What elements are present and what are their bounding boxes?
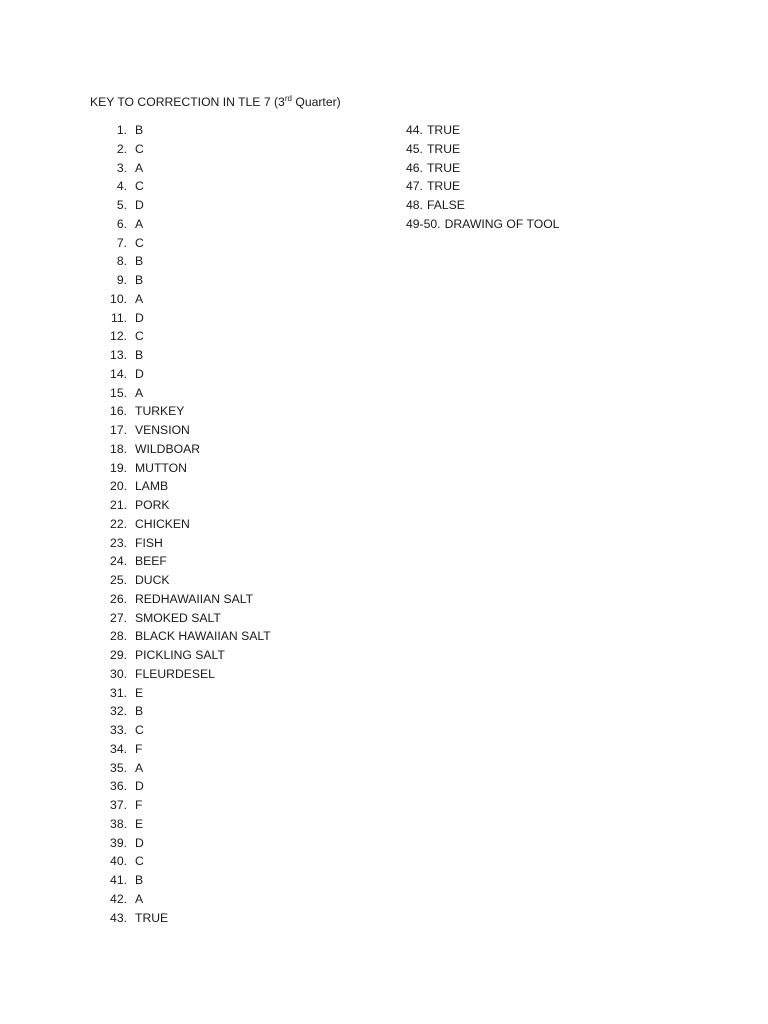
answer-text: D: [135, 779, 144, 794]
answer-number: 29.: [110, 648, 127, 662]
answer-item: [104, 740, 271, 759]
answer-item: [104, 777, 271, 796]
answer-text: A: [135, 891, 144, 906]
answer-item: [104, 721, 271, 740]
answer-item: [104, 159, 271, 178]
answer-number: 35.: [110, 760, 127, 775]
answer-item: [104, 909, 271, 928]
answer-text: C: [135, 235, 144, 250]
answer-item: [104, 665, 271, 684]
answer-item: [104, 759, 271, 778]
answer-text: F: [135, 798, 143, 812]
answer-text: B: [135, 273, 144, 287]
answer-item: [104, 684, 271, 703]
answer-text: TRUE: [135, 910, 169, 925]
answer-text: SMOKED SALT: [135, 610, 221, 625]
answer-number: 1.: [116, 123, 127, 137]
answer-item: [104, 140, 271, 159]
answer-number: 20.: [110, 479, 127, 494]
answer-text: VENSION: [135, 423, 190, 437]
answer-text: DRAWING OF TOOL: [444, 216, 560, 231]
answer-item: [104, 515, 271, 534]
answer-item: [406, 159, 559, 178]
answer-number: 22.: [110, 516, 127, 531]
answer-text: F: [135, 741, 143, 756]
answer-text: E: [135, 685, 144, 700]
answer-text: C: [135, 141, 144, 156]
answer-item: [104, 177, 271, 196]
answer-item: [104, 196, 271, 215]
answer-number: 43.: [110, 910, 127, 925]
answer-number: 4.: [116, 179, 127, 194]
answer-item: [104, 796, 271, 815]
answer-item: [104, 121, 271, 140]
answer-number: 7.: [116, 235, 127, 250]
answer-text: BEEF: [135, 554, 167, 569]
answer-item: [104, 646, 271, 665]
answer-text: FLEURDESEL: [135, 666, 215, 681]
answer-number: 39.: [110, 835, 127, 850]
answer-number: 49-50.: [406, 216, 441, 231]
answer-number: 38.: [110, 816, 127, 831]
answer-text: FALSE: [426, 198, 465, 212]
answer-number: 44.: [406, 123, 423, 137]
answer-text: BLACK HAWAIIAN SALT: [135, 629, 271, 644]
answer-text: MUTTON: [135, 460, 187, 475]
answer-text: FISH: [135, 535, 163, 550]
answer-item: [104, 459, 271, 478]
answer-number: 32.: [110, 704, 127, 719]
page-title: [90, 94, 341, 110]
answer-item: [104, 890, 271, 909]
answer-item: [104, 365, 271, 384]
answer-item: [104, 552, 271, 571]
answer-number: 46.: [406, 160, 423, 175]
answer-number: 10.: [110, 291, 127, 306]
answer-number: 40.: [110, 854, 127, 869]
answer-item: [104, 496, 271, 515]
answer-text: A: [135, 760, 144, 775]
answer-number: 26.: [110, 591, 127, 606]
answer-number: 33.: [110, 723, 127, 737]
answer-number: 45.: [406, 141, 423, 156]
answer-number: 8.: [116, 254, 127, 269]
title-prefix: KEY TO CORRECTION IN TLE 7 (3: [90, 95, 285, 109]
answer-text: PICKLING SALT: [135, 648, 225, 662]
answer-number: 24.: [110, 554, 127, 569]
answer-item: [104, 477, 271, 496]
answer-number: 25.: [110, 573, 127, 587]
answer-item: [406, 196, 559, 215]
answer-item: [104, 384, 271, 403]
answer-text: D: [135, 198, 144, 212]
answer-item: [104, 271, 271, 290]
title-superscript: rd: [284, 94, 292, 103]
answer-number: 3.: [116, 160, 127, 175]
answer-item: [104, 234, 271, 253]
answer-text: TRUE: [426, 160, 461, 175]
answer-text: PORK: [135, 498, 170, 512]
answer-item: [104, 252, 271, 271]
answer-item: [104, 440, 271, 459]
answer-text: WILDBOAR: [135, 441, 201, 456]
answer-number: 18.: [110, 441, 127, 456]
answer-text: C: [135, 723, 144, 737]
answer-number: 21.: [110, 498, 127, 512]
answer-number: 42.: [110, 891, 127, 906]
answer-text: DUCK: [135, 573, 170, 587]
answer-item: [104, 815, 271, 834]
answer-item: [104, 871, 271, 890]
answer-text: B: [135, 348, 144, 362]
answer-text: D: [135, 310, 144, 325]
title-suffix: Quarter): [291, 95, 341, 109]
answer-text: E: [135, 816, 144, 831]
answer-number: 36.: [110, 779, 127, 794]
answer-number: 28.: [110, 629, 127, 644]
answer-number: 6.: [116, 216, 127, 231]
answer-number: 5.: [116, 198, 127, 212]
answer-number: 2.: [116, 141, 127, 156]
answer-item: [104, 627, 271, 646]
answer-text: TRUE: [426, 141, 461, 156]
answer-list-right: [406, 121, 559, 234]
answer-number: 27.: [110, 610, 127, 625]
answer-number: 13.: [110, 348, 127, 362]
answer-item: [104, 571, 271, 590]
answer-item: [104, 346, 271, 365]
answer-text: C: [135, 329, 144, 344]
answer-list-left: [104, 121, 271, 927]
answer-item: [406, 215, 559, 234]
answer-text: B: [135, 254, 144, 269]
answer-number: 16.: [110, 404, 127, 419]
answer-item: [104, 609, 271, 628]
answer-text: A: [135, 216, 144, 231]
answer-text: B: [135, 704, 144, 719]
answer-text: CHICKEN: [135, 516, 190, 531]
answer-number: 19.: [110, 460, 127, 475]
answer-item: [104, 834, 271, 853]
answer-text: TRUE: [426, 179, 461, 194]
answer-text: C: [135, 854, 144, 869]
answer-text: C: [135, 179, 144, 194]
answer-number: 12.: [110, 329, 127, 344]
answer-item: [104, 327, 271, 346]
answer-text: TRUE: [426, 123, 461, 137]
answer-item: [104, 290, 271, 309]
answer-text: A: [135, 160, 144, 175]
answer-number: 15.: [110, 385, 127, 400]
answer-number: 37.: [110, 798, 127, 812]
answer-text: B: [135, 123, 144, 137]
answer-item: [104, 534, 271, 553]
answer-number: 17.: [110, 423, 127, 437]
answer-number: 9.: [116, 273, 127, 287]
answer-text: REDHAWAIIAN SALT: [135, 591, 254, 606]
answer-text: A: [135, 385, 144, 400]
answer-text: D: [135, 835, 144, 850]
answer-text: D: [135, 366, 144, 381]
answer-item: [104, 702, 271, 721]
answer-item: [104, 309, 271, 328]
answer-number: 47.: [406, 179, 423, 194]
answer-text: LAMB: [135, 479, 169, 494]
answer-item: [104, 852, 271, 871]
answer-item: [406, 177, 559, 196]
answer-number: 23.: [110, 535, 127, 550]
answer-text: B: [135, 873, 144, 887]
answer-item: [104, 215, 271, 234]
answer-item: [406, 121, 559, 140]
answer-text: TURKEY: [135, 404, 185, 419]
answer-number: 14.: [110, 366, 127, 381]
answer-item: [406, 140, 559, 159]
answer-number: 34.: [110, 741, 127, 756]
answer-item: [104, 421, 271, 440]
answer-number: 48.: [406, 198, 423, 212]
answer-number: 31.: [110, 685, 127, 700]
answer-text: A: [135, 291, 144, 306]
answer-number: 30.: [110, 666, 127, 681]
answer-number: 11.: [110, 310, 127, 325]
answer-number: 41.: [110, 873, 127, 887]
answer-item: [104, 402, 271, 421]
answer-item: [104, 590, 271, 609]
